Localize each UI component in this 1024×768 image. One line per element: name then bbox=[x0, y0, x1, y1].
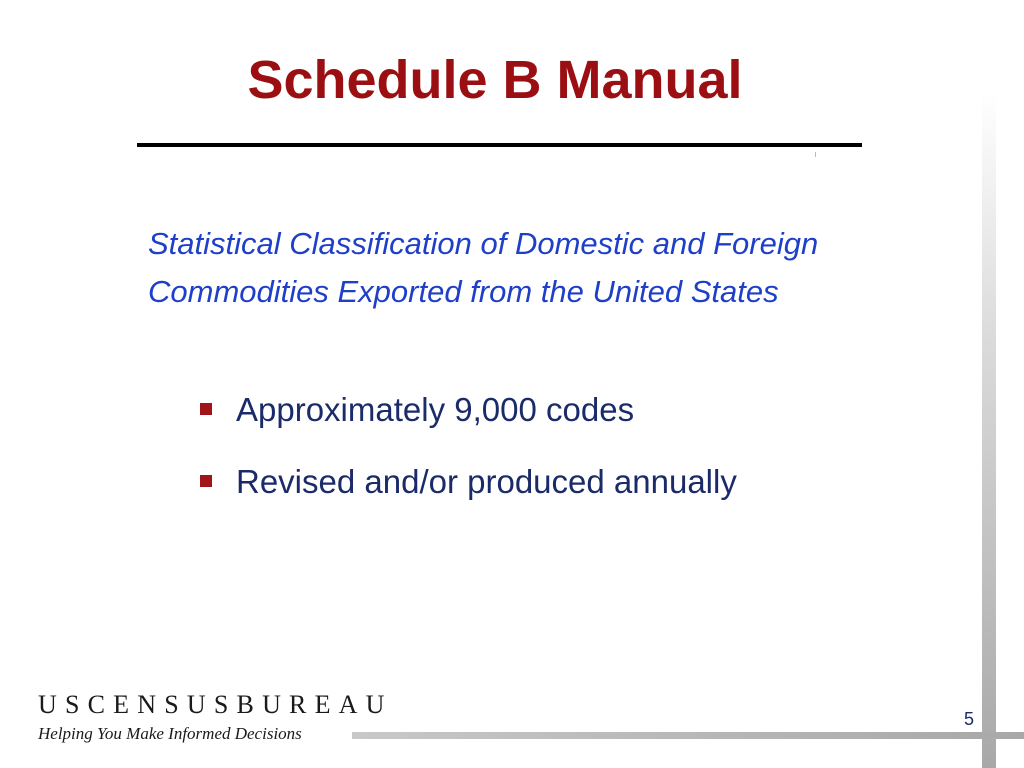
divider-tick bbox=[815, 152, 816, 157]
bullet-text: Approximately 9,000 codes bbox=[236, 391, 635, 428]
census-tagline: Helping You Make Informed Decisions bbox=[38, 724, 302, 743]
slide-subtitle: Statistical Classification of Domestic and Foreign Commodities Exported from the United States bbox=[148, 226, 819, 309]
bullet-item bbox=[200, 388, 900, 460]
bottom-decor-bar bbox=[352, 732, 1024, 739]
census-bureau-logo: USCENSUSBUREAU bbox=[38, 690, 393, 719]
page-number: 5 bbox=[964, 709, 975, 729]
bullet-list bbox=[200, 388, 900, 532]
slide-title: Schedule B Manual bbox=[247, 50, 743, 110]
right-decor-bar bbox=[982, 92, 996, 768]
square-bullet-icon bbox=[200, 403, 212, 415]
title-divider bbox=[137, 143, 862, 147]
bullet-text: Revised and/or produced annually bbox=[236, 463, 737, 500]
square-bullet-icon bbox=[200, 475, 212, 487]
bullet-item bbox=[200, 460, 900, 532]
